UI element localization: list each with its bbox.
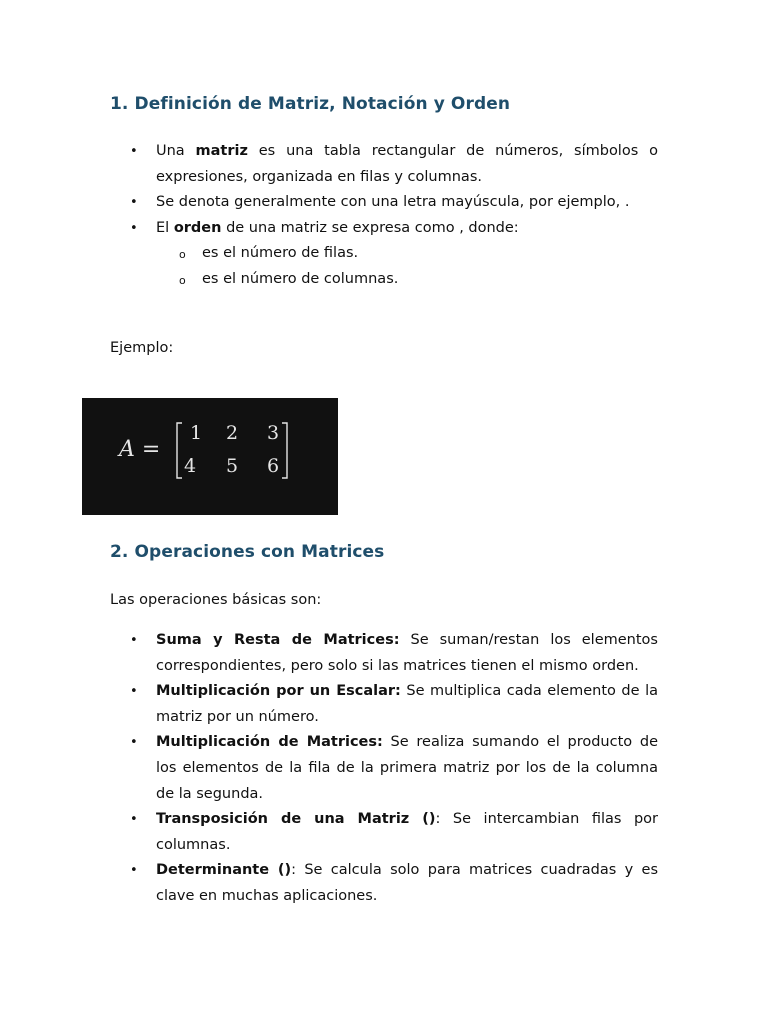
section-1-heading: 1. Definición de Matriz, Notación y Orden [110,94,511,114]
list-item: • Una matriz es una tabla rectangular de números, símbolos o expresiones, organizada en filas y columnas. [110,139,658,190]
list-item: • Multiplicación de Matrices: Se realiza sumando el producto de los elementos de la fila de la primera matriz por los de la columna de la segunda. [110,730,658,807]
matrix-cell: 2 [226,422,239,444]
sub-list-item: o es el número de columnas. [110,267,658,293]
operations-intro: Las operaciones básicas son: [110,592,322,608]
list-item: • El orden de una matriz se expresa como , donde: [110,216,658,242]
list-item: • Transposición de una Matriz (): Se intercambian filas por columnas. [110,807,658,858]
sub-list-item: o es el número de filas. [110,241,658,267]
list-item: • Se denota generalmente con una letra mayúscula, por ejemplo, . [110,190,658,216]
list-item: • Multiplicación por un Escalar: Se multiplica cada elemento de la matriz por un número. [110,679,658,730]
matrix-cell: 4 [184,455,197,477]
matrix-cell: 3 [267,422,280,444]
matrix-formula [82,398,338,515]
example-label: Ejemplo: [110,340,174,356]
matrix-cell: 1 [190,422,203,444]
operations-list [110,628,658,910]
definition-list [110,139,658,293]
left-bracket [177,423,182,478]
matrix-example-image [82,398,338,515]
matrix-lhs: A = [119,437,161,462]
right-bracket [282,423,287,478]
matrix-cell: 5 [226,455,239,477]
list-item: • Determinante (): Se calcula solo para matrices cuadradas y es clave en muchas aplicaciones. [110,858,658,909]
section-2-heading: 2. Operaciones con Matrices [110,542,385,562]
matrix-cell: 6 [267,455,280,477]
list-item: • Suma y Resta de Matrices: Se suman/restan los elementos correspondientes, pero solo si las matrices tienen el mismo orden. [110,628,658,679]
